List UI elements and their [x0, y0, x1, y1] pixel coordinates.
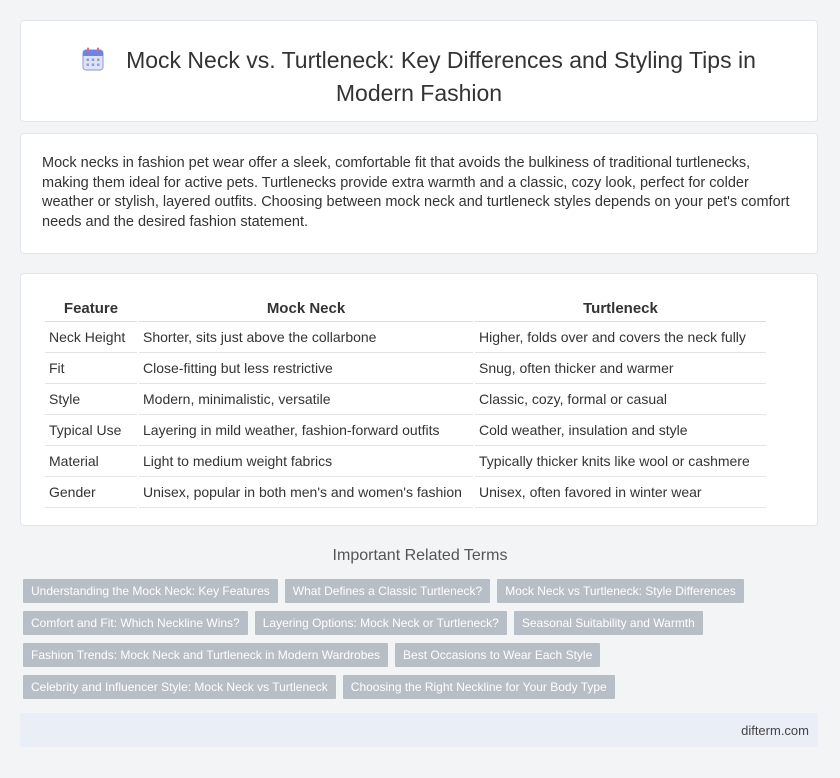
footer [20, 713, 818, 747]
related-term-tag[interactable]: What Defines a Classic Turtleneck? [285, 579, 490, 603]
table-cell: Typically thicker knits like wool or cashmere [475, 446, 766, 477]
page-title [21, 45, 817, 108]
tag-row [23, 579, 823, 603]
table-cell: Material [45, 446, 137, 477]
intro-paragraph: Mock necks in fashion pet wear offer a sleek, comfortable fit that avoids the bulkiness of traditional turtlenecks, making them ideal for active pets. Turtlenecks provide extra warmth and a classic, cozy look, perfect for colder weather or stylish, layered outfits. Choosing between mock neck and turtleneck styles depends on your pet's comfort needs and the desired fashion statement. [42, 155, 790, 230]
table-cell: Close-fitting but less restrictive [139, 353, 473, 384]
related-terms-heading: Important Related Terms [332, 547, 508, 564]
related-term-tag[interactable]: Understanding the Mock Neck: Key Features [23, 579, 278, 603]
table-cell: Snug, often thicker and warmer [475, 353, 766, 384]
table-cell: Neck Height [45, 322, 137, 353]
table-row [45, 415, 766, 446]
related-term-tag[interactable]: Celebrity and Influencer Style: Mock Neck vs Turtleneck [23, 675, 336, 699]
related-term-tag[interactable]: Best Occasions to Wear Each Style [395, 643, 600, 667]
header-turtleneck: Turtleneck [475, 294, 766, 322]
table-row [45, 384, 766, 415]
table-cell: Classic, cozy, formal or casual [475, 384, 766, 415]
table-cell: Unisex, often favored in winter wear [475, 477, 766, 508]
table-cell: Modern, minimalistic, versatile [139, 384, 473, 415]
title-card [20, 20, 818, 122]
table-cell: Fit [45, 353, 137, 384]
table-row [45, 322, 766, 353]
table-row [45, 353, 766, 384]
table-cell: Gender [45, 477, 137, 508]
table-cell: Light to medium weight fabrics [139, 446, 473, 477]
table-row [45, 477, 766, 508]
table-cell: Higher, folds over and covers the neck fully [475, 322, 766, 353]
title-line-2: Modern Fashion [335, 80, 503, 106]
tag-row [23, 611, 823, 635]
table-cell: Typical Use [45, 415, 137, 446]
table-row [45, 446, 766, 477]
related-term-tag[interactable]: Layering Options: Mock Neck or Turtleneck? [255, 611, 507, 635]
related-term-tag[interactable]: Seasonal Suitability and Warmth [514, 611, 703, 635]
related-term-tag[interactable]: Mock Neck vs Turtleneck: Style Differences [497, 579, 744, 603]
header-mock-neck: Mock Neck [139, 294, 473, 322]
header-feature: Feature [45, 294, 137, 322]
intro-card [20, 133, 818, 254]
table-cell: Style [45, 384, 137, 415]
tag-row [23, 643, 823, 667]
related-term-tag[interactable]: Choosing the Right Neckline for Your Body Type [343, 675, 615, 699]
table-cell: Layering in mild weather, fashion-forward outfits [139, 415, 473, 446]
related-term-tag[interactable]: Fashion Trends: Mock Neck and Turtleneck in Modern Wardrobes [23, 643, 388, 667]
calendar-icon [82, 47, 104, 78]
table-cell: Shorter, sits just above the collarbone [139, 322, 473, 353]
tag-row [23, 675, 823, 699]
table-cell: Unisex, popular in both men's and women's fashion [139, 477, 473, 508]
related-terms-list [23, 579, 823, 707]
comparison-table [43, 294, 768, 508]
title-line-1: Mock Neck vs. Turtleneck: Key Differences and Styling Tips in [126, 47, 756, 73]
table-header-row [45, 294, 766, 322]
table-cell: Cold weather, insulation and style [475, 415, 766, 446]
comparison-card [20, 273, 818, 526]
related-term-tag[interactable]: Comfort and Fit: Which Neckline Wins? [23, 611, 248, 635]
footer-site-link[interactable]: difterm.com [741, 723, 809, 738]
